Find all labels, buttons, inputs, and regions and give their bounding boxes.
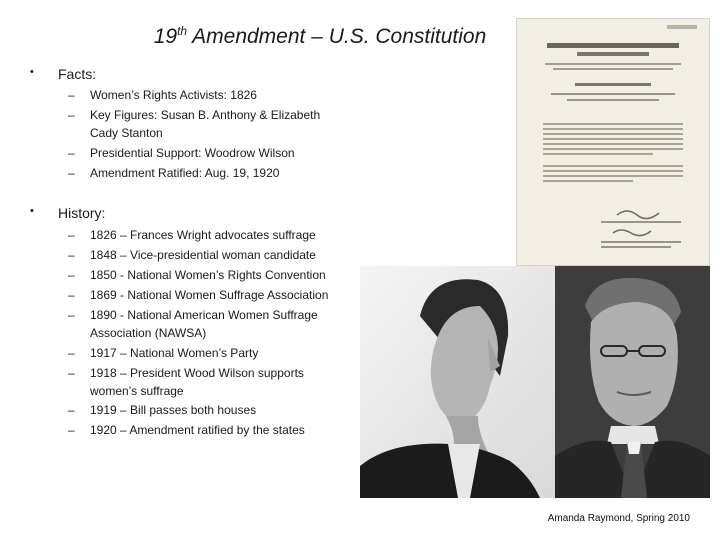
document-illustration bbox=[517, 19, 709, 265]
man-portrait-image bbox=[555, 266, 710, 498]
amendment-document-image bbox=[516, 18, 710, 266]
slide-caption: Amanda Raymond, Spring 2010 bbox=[547, 513, 690, 524]
woman-portrait-image bbox=[360, 266, 555, 498]
man-portrait-illustration bbox=[555, 266, 710, 498]
slide-title: 19th Amendment – U.S. Constitution bbox=[153, 24, 487, 48]
woman-portrait-illustration bbox=[360, 266, 555, 498]
